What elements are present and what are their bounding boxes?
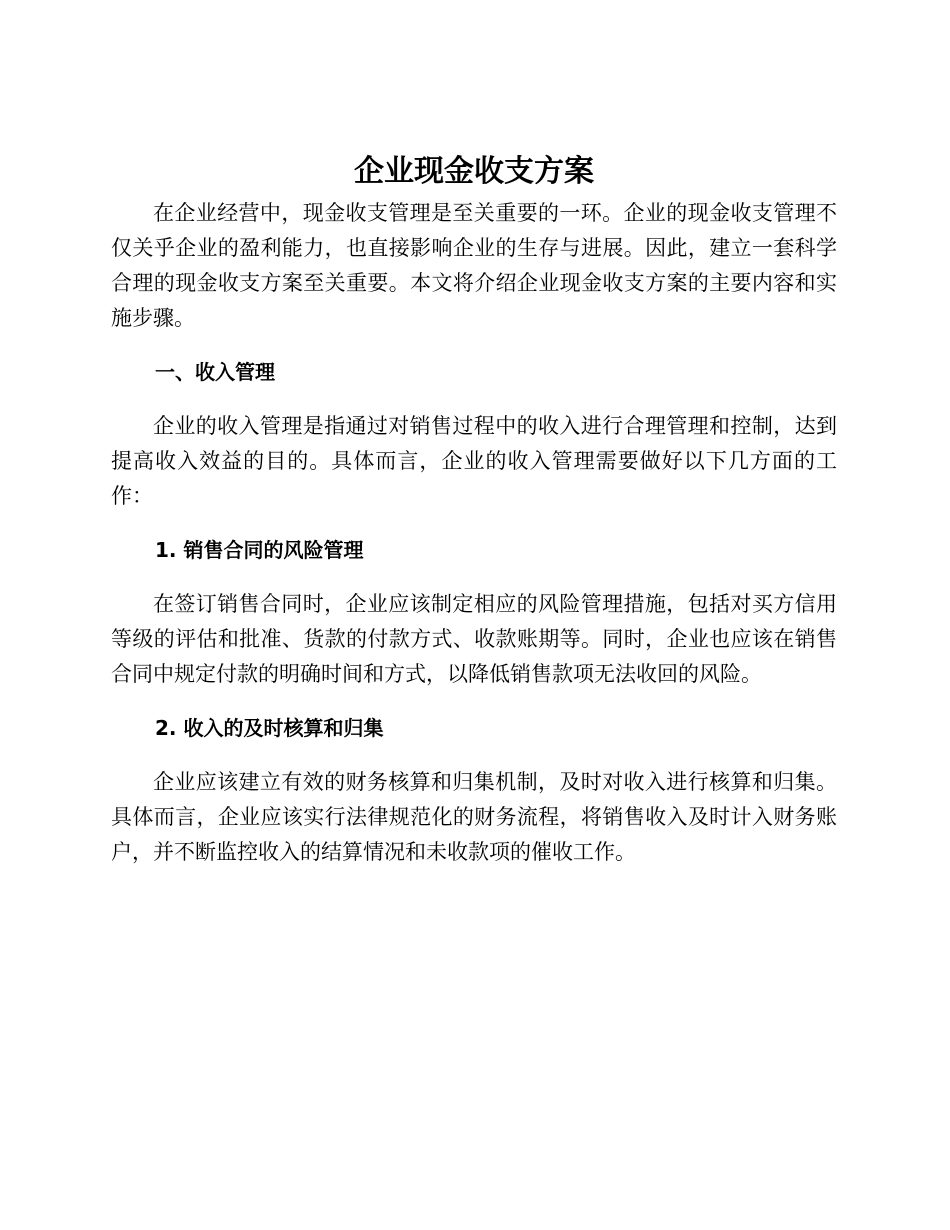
section-heading-income-management: 一、收入管理 [155, 360, 275, 384]
section-paragraph-income-management: 企业的收入管理是指通过对销售过程中的收入进行合理管理和控制，达到提高收入效益的目的。具体而言，企业的收入管理需要做好以下几方面的工作： [111, 414, 837, 508]
document-title: 企业现金收支方案 [354, 154, 594, 189]
spacer [111, 336, 837, 355]
spacer [111, 568, 837, 587]
intro-paragraph: 在企业经营中，现金收支管理是至关重要的一环。企业的现金收支管理不仅关乎企业的盈利能力，也直接影响企业的生存与进展。因此，建立一套科学合理的现金收支方案至关重要。本文将介绍企业现金收支方案的主要内容和实施步骤。 [111, 201, 837, 330]
subsection-paragraph-income-accounting: 企业应该建立有效的财务核算和归集机制，及时对收入进行核算和归集。具体而言，企业应该实行法律规范化的财务流程，将销售收入及时计入财务账户，并不断监控收入的结算情况和未收款项的催收工作。 [111, 770, 837, 864]
spacer [111, 514, 837, 533]
subsection-paragraph-contract-risk: 在签订销售合同时，企业应该制定相应的风险管理措施，包括对买方信用等级的评估和批准、货款的付款方式、收款账期等。同时，企业也应该在销售合同中规定付款的明确时间和方式，以降低销售款项无法收回的风险。 [111, 592, 837, 686]
spacer [111, 390, 837, 409]
subsection-heading-contract-risk: 1. 销售合同的风险管理 [155, 538, 364, 562]
spacer [111, 692, 837, 711]
spacer [111, 746, 837, 765]
subsection-heading-income-accounting: 2. 收入的及时核算和归集 [155, 716, 384, 740]
document-body [111, 148, 837, 870]
